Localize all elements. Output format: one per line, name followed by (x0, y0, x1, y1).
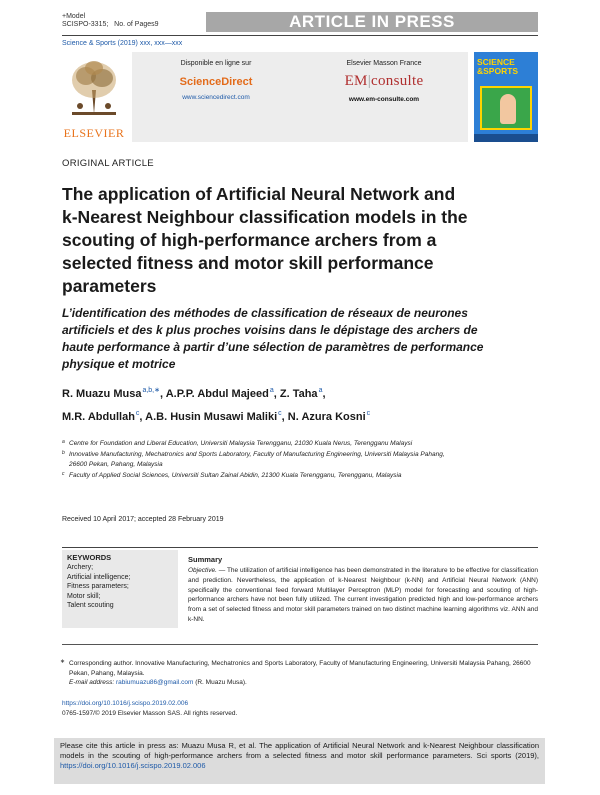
author[interactable]: Z. Taha$^a$ (279, 387, 323, 400)
email-link[interactable]: rabiumuazu86@gmail.com (115, 679, 194, 686)
cover-title-line-1: SCIENCE (477, 57, 515, 67)
sciencedirect-block (132, 60, 300, 101)
email-owner: (R. Muazu Musa). (195, 679, 247, 686)
citation-text: Please cite this article in press as: Muazu Musa R, et al. The application of Artificial Neural Network and k-Nearest Neighbour classification models in the scouting of high-performance archers from a selected fitness and motor skill performance parameters. Sci sports (2019), (60, 741, 539, 760)
author[interactable]: A.B. Husin Musawi Maliki$^c$ (145, 410, 282, 423)
em-consulte-name: consulte (371, 73, 424, 89)
author[interactable]: M.R. Abdullah$^c$ (62, 410, 140, 423)
summary-heading: Summary (188, 555, 223, 564)
author-affil-marker[interactable]: a (269, 387, 274, 394)
cover-footer-band (474, 134, 538, 142)
elsevier-tree-icon (66, 56, 122, 120)
footnote-text: Corresponding author. Innovative Manufacturing, Mechatronics and Sports Laboratory, Faculty of Manufacturing Engineering, Universiti Malaysia Pahang, 26600 Pekan, Pahang, Malaysia. (69, 660, 531, 677)
summary-lead: Objective. (188, 567, 217, 574)
affiliations (62, 439, 462, 481)
available-online-label: Disponible en ligne sur (180, 60, 252, 67)
em-consulte-url[interactable]: www.em-consulte.com (348, 96, 420, 103)
affiliation-item: a Centre for Foundation and Liberal Education, Universiti Malaysia Terengganu, 21030 Kuala Nerus, Terengganu Malaysi (62, 439, 413, 447)
sciencedirect-url[interactable]: www.sciencedirect.com (182, 94, 250, 101)
email-label: E-mail address: (69, 679, 115, 686)
masthead (62, 52, 538, 144)
elsevier-wordmark: ELSEVIER (63, 126, 125, 140)
summary-section (188, 555, 538, 625)
author-affil-marker[interactable]: c (278, 410, 282, 417)
author[interactable]: R. Muazu Musa$^{a,b,∗}$ (62, 387, 160, 400)
cover-athlete-figure (500, 94, 516, 124)
cover-image (480, 86, 532, 130)
em-consulte-block (300, 60, 468, 103)
em-consulte-brand[interactable] (300, 73, 468, 90)
affiliation-item: b Innovative Manufacturing, Mechatronics and Sports Laboratory, Faculty of Manufacturing Engineering, Universiti Malaysia Pahang, 26600 Pekan, Pahang, Malaysia (62, 449, 445, 468)
author[interactable]: N. Azura Kosni$^c$ (287, 410, 371, 423)
abstract-divider-bottom (62, 644, 538, 645)
journal-citation-line[interactable]: Science & Sports (2019) xxx, xxx—xxx (62, 40, 183, 47)
author-affil-marker[interactable]: a (318, 387, 323, 394)
article-in-press-banner: ARTICLE IN PRESS (206, 12, 538, 32)
journal-cover[interactable] (474, 52, 538, 142)
doi-link[interactable]: https://doi.org/10.1016/j.scispo.2019.02.006 (62, 700, 189, 707)
abstract-divider-top (62, 547, 538, 548)
elsevier-logo[interactable] (62, 52, 126, 142)
availability-box (132, 52, 468, 142)
author-affil-marker[interactable]: c (366, 410, 371, 417)
citation-box (54, 738, 545, 784)
corresponding-author-note (62, 659, 538, 688)
publisher-france-label: Elsevier Masson France (346, 60, 422, 67)
author-list: R. Muazu Musa$^{a,b,∗}$, A.P.P. Abdul Majeed$^a$, Z. Taha$^a$, M.R. Abdullah$^c$, A.B. Husin Musawi Maliki$^c$, N. Azura Kosni$^c$ (62, 387, 371, 423)
affiliation-item: c Faculty of Applied Social Sciences, Universiti Sultan Zainal Abidin, 21300 Kuala Terengganu, Terengganu, Malaysia (62, 470, 402, 479)
keyword-item: Artificial intelligence; (67, 573, 131, 581)
keyword-item: Talent scouting (67, 602, 114, 609)
email-line (62, 678, 538, 688)
received-dates: Received 10 April 2017; accepted 28 February 2019 (62, 516, 224, 523)
keyword-item: Fitness parameters; (67, 583, 129, 590)
citation-doi-link[interactable]: https://doi.org/10.1016/j.scispo.2019.02.006 (60, 761, 206, 770)
footnote-marker: ∗ (60, 659, 66, 665)
sciencedirect-brand[interactable]: ScienceDirect (179, 76, 253, 88)
keyword-item: Archery; (67, 564, 94, 571)
cover-title (477, 58, 535, 76)
model-label: +Model (62, 13, 86, 20)
keywords-heading: KEYWORDS (67, 553, 112, 562)
author-affil-marker[interactable]: a,b,∗ (142, 387, 160, 394)
em-consulte-separator: | (367, 73, 372, 89)
page-count: No. of Pages9 (114, 21, 159, 28)
author-affil-marker[interactable]: c (135, 410, 140, 417)
header-divider (62, 35, 538, 36)
em-consulte-em: EM (344, 73, 368, 89)
french-title: L’identification des méthodes de classification de réseaux de neurones artificiels et des k plus proches voisins dans le dépistage des archers de haute performance à partir d’une sélection de paramètres de performance physique et motrice (62, 306, 484, 371)
keyword-item: Motor skill; (67, 592, 101, 600)
article-type: ORIGINAL ARTICLE (62, 158, 154, 169)
summary-text (188, 566, 538, 625)
copyright-line: 0765-1597/© 2019 Elsevier Masson SAS. All rights reserved. (62, 710, 238, 717)
summary-body: — The utilization of artificial intelligence has been demonstrated in the literature to be effective for classification and prediction. Nevertheless, the application of k-Nearest Neighbour (k-NN) and Artificial Neural Network (ANN) specifically the conventional feed forward Multilayer Perceptron (MLP) model for forecasting and scouting of high-performance archers have not been fully utilized. The current investigation predicted high and low-performance archers from a set of selected fitness and motor skill parameters trained on two distinct machine learning algorithms viz. ANN and k-NN. (188, 567, 538, 623)
article-title: The application of Artificial Neural Network and k-Nearest Neighbour classification models in the scouting of high-performance archers from a selected fitness and motor skill performance parameters (62, 184, 468, 296)
running-header (62, 13, 159, 29)
article-code: SCISPO-3315; (62, 21, 109, 28)
author[interactable]: A.P.P. Abdul Majeed$^a$ (165, 387, 274, 400)
cover-title-line-2: &SPORTS (477, 66, 519, 76)
keywords-box (62, 550, 178, 628)
